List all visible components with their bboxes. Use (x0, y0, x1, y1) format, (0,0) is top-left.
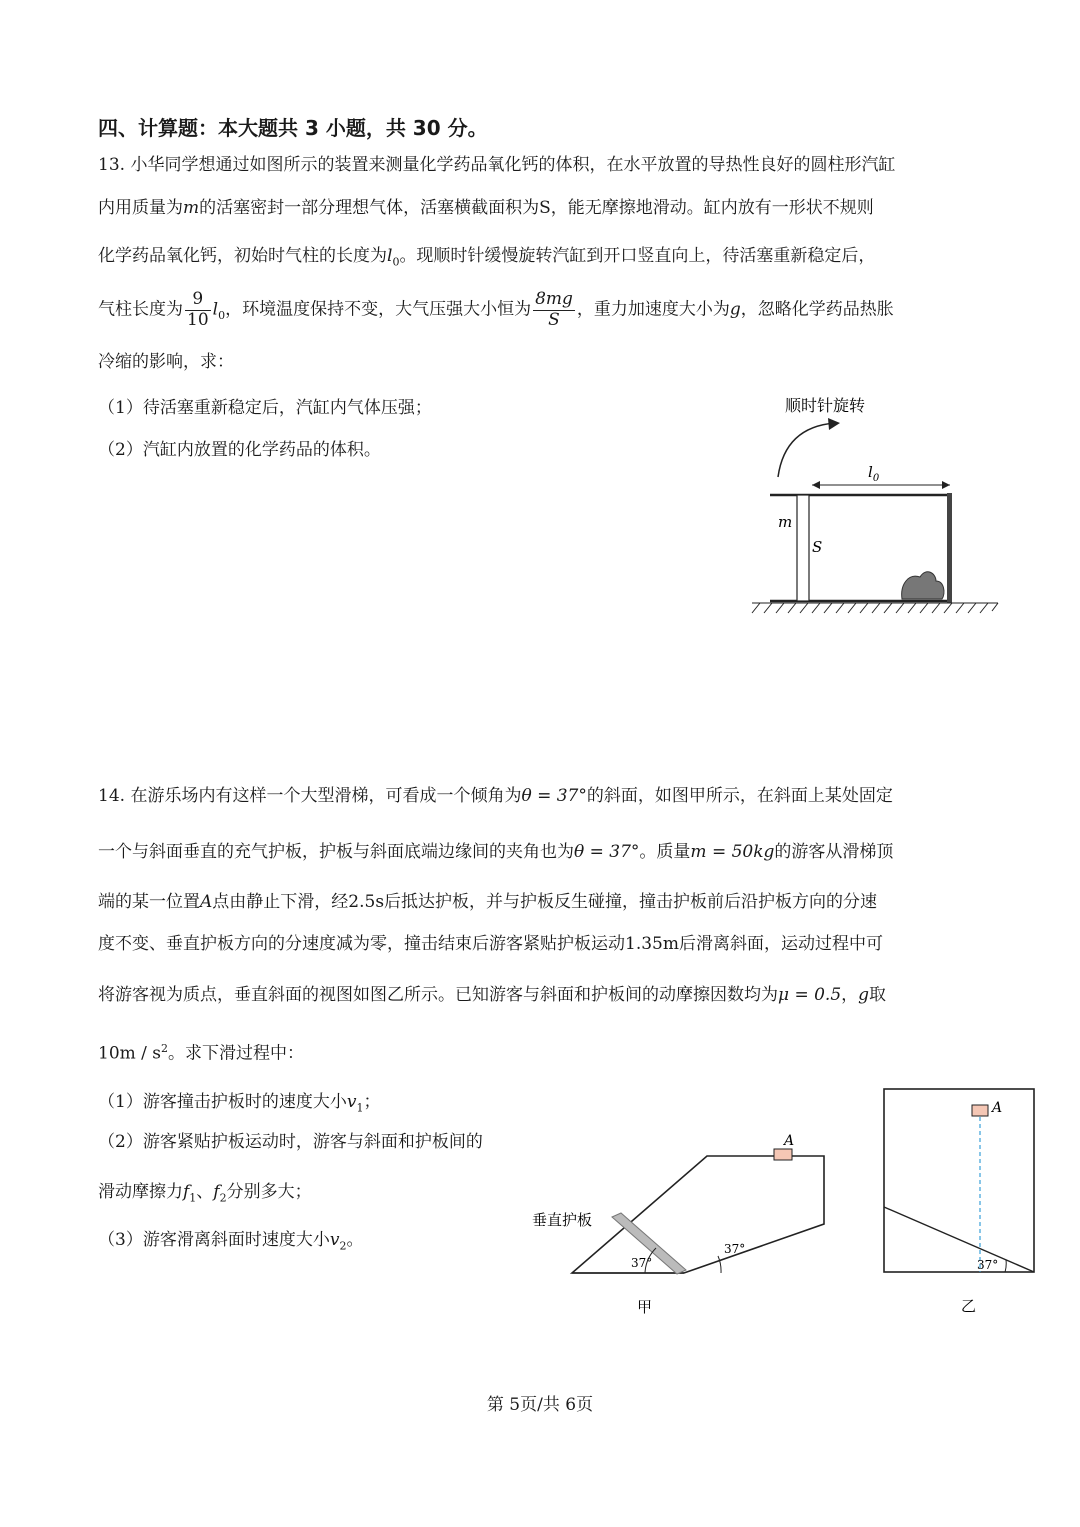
var-l: l (212, 299, 219, 320)
q13-line-5: 冷缩的影响，求： (98, 352, 234, 372)
angle-label-2: 37° (724, 1242, 746, 1256)
q14-text: 度不变、垂直护板方向的分速度减为零，撞击结束后游客紧贴护板运动 (98, 934, 625, 954)
subscript: 0 (218, 308, 226, 322)
q14-line-5 (98, 985, 886, 1005)
q13-text: ，忽略化学药品热胀 (740, 299, 894, 320)
arrow-head-icon (828, 418, 840, 430)
subscript: 1 (356, 1101, 364, 1115)
q13-line-3 (98, 246, 875, 269)
q14-subquestion-2: （2）游客紧贴护板运动时，游客与斜面和护板间的 (98, 1132, 483, 1152)
ground-hatch (752, 603, 998, 613)
q14-text: 后抵达护板，并与护板反生碰撞，撞击护板前后沿护板方向的分速 (384, 892, 878, 912)
q13-text: ，重力加速度大小为 (576, 299, 730, 320)
q14-line-1 (98, 786, 893, 806)
q14-subquestion-2-cont (98, 1182, 312, 1205)
fraction-9-10: $\frac{9}{10}$ (187, 289, 209, 330)
label-a: A (784, 1133, 795, 1149)
q14-line-4 (98, 934, 883, 954)
q13-text: 化学药品氧化钙，初始时气柱的长度为 (98, 246, 387, 266)
q14-text: 端的某一位置 (98, 892, 200, 912)
distance-value: 1.35m (625, 934, 679, 954)
angle-label-1: 37° (631, 1256, 653, 1270)
q13-text: 的活塞密封一部分理想气体，活塞横截面积为S，能无摩擦地滑动。缸内放有一形状不规则 (199, 198, 874, 218)
page-footer: 第 5页/共 6页 (486, 1395, 594, 1415)
var-v1: v (346, 1092, 357, 1112)
fraction-8mg-S: $\frac{8mg}{S}$ (535, 289, 573, 330)
q13-line-1: 13. 小华同学想通过如图所示的装置来测量化学药品氧化钙的体积，在水平放置的导热性良好的圆柱形汽缸 (98, 155, 896, 175)
q13-line-4 (98, 290, 894, 330)
l0-label: $l_0$ (868, 463, 880, 484)
slope-view-frame (884, 1089, 1034, 1272)
q14-text: 的斜面，如图甲所示，在斜面上某处固定 (586, 786, 893, 806)
q13-text: 气柱长度为 (98, 299, 183, 320)
accel-unit: 10m / s (98, 1043, 162, 1064)
q14-text: （3）游客滑离斜面时速度大小 (98, 1230, 330, 1250)
q14-figure-yi (875, 1080, 1045, 1320)
q14-text: 滑动摩擦力 (98, 1182, 183, 1202)
theta-equation: θ = 37° (574, 842, 640, 862)
var-v2: v (329, 1230, 340, 1250)
rotate-label: 顺时针旋转 (785, 396, 866, 415)
chemical-rock (902, 572, 944, 599)
rotate-arrow-icon (778, 423, 835, 477)
q14-line-2 (98, 842, 893, 862)
var-m: m (183, 198, 200, 218)
q14-text: 点由静止下滑，经 (212, 892, 349, 912)
q14-text: 的游客从滑梯顶 (774, 842, 894, 862)
q14-subquestion-1 (98, 1092, 380, 1115)
time-value: 2.5s (348, 892, 385, 912)
board-label: 垂直护板 (532, 1211, 593, 1229)
m-label: m (778, 513, 793, 531)
caption-jia: 甲 (637, 1298, 653, 1316)
theta-equation: θ = 37° (521, 786, 587, 806)
q14-figure-jia (525, 1125, 845, 1320)
var-f1: f (183, 1182, 190, 1202)
q13-text: ，环境温度保持不变，大气压强大小恒为 (225, 299, 532, 320)
label-a: A (992, 1100, 1003, 1116)
q14-text: 。质量 (639, 842, 691, 862)
q14-text: 分别多大； (226, 1182, 312, 1202)
q14-text: 将游客视为质点，垂直斜面的视图如图乙所示。已知游客与斜面和护板间的动摩擦因数均为 (98, 985, 778, 1005)
q13-subquestion-1: （1）待活塞重新稳定后，汽缸内气体压强； (98, 398, 432, 418)
q13-subquestion-2: （2）汽缸内放置的化学药品的体积。 (98, 440, 381, 460)
q14-line-6 (98, 1042, 304, 1064)
q14-text: （1）游客撞击护板时的速度大小 (98, 1092, 347, 1112)
q14-text: 。 (346, 1230, 364, 1250)
q13-line-2 (98, 198, 874, 218)
var-l: l (387, 246, 393, 266)
point-a: A (200, 892, 213, 912)
superscript: 2 (161, 1042, 169, 1055)
var-f2: f (213, 1182, 220, 1202)
q13-text: 内用质量为 (98, 198, 183, 218)
q13-text: 。现顺时针缓慢旋转汽缸到开口竖直向上，待活塞重新稳定后， (399, 246, 876, 266)
q14-text: 一个与斜面垂直的充气护板，护板与斜面底端边缘间的夹角也为 (98, 842, 574, 862)
subscript: 0 (392, 255, 400, 269)
var-g: g (858, 985, 870, 1005)
q14-text: ， (841, 985, 859, 1005)
cylinder-end-wall (947, 493, 952, 603)
var-g: g (729, 299, 741, 320)
subscript: 2 (339, 1239, 347, 1253)
q14-text: ； (363, 1092, 381, 1112)
s-label: S (812, 538, 823, 556)
block-a (972, 1105, 988, 1116)
wedge-outline (572, 1156, 824, 1273)
q13-cylinder-figure (740, 385, 1010, 625)
q14-text: 、 (196, 1182, 214, 1202)
section-title: 四、计算题：本大题共 3 小题，共 30 分。 (98, 116, 488, 140)
q14-text: 取 (869, 985, 887, 1005)
piston (797, 495, 809, 601)
caption-yi: 乙 (961, 1297, 977, 1315)
mu-equation: μ = 0.5 (778, 985, 842, 1005)
mass-equation: m = 50kg (690, 842, 775, 862)
angle-label: 37° (977, 1258, 999, 1272)
q14-subquestion-3 (98, 1230, 363, 1253)
subscript: 1 (189, 1191, 197, 1205)
q14-text: 14. 在游乐场内有这样一个大型滑梯，可看成一个倾角为 (98, 786, 522, 806)
q14-text: 后滑离斜面，运动过程中可 (678, 934, 883, 954)
q14-line-3 (98, 892, 877, 912)
q14-text: 。求下滑过程中： (168, 1043, 305, 1064)
block-a (774, 1149, 792, 1160)
subscript: 2 (219, 1191, 227, 1205)
